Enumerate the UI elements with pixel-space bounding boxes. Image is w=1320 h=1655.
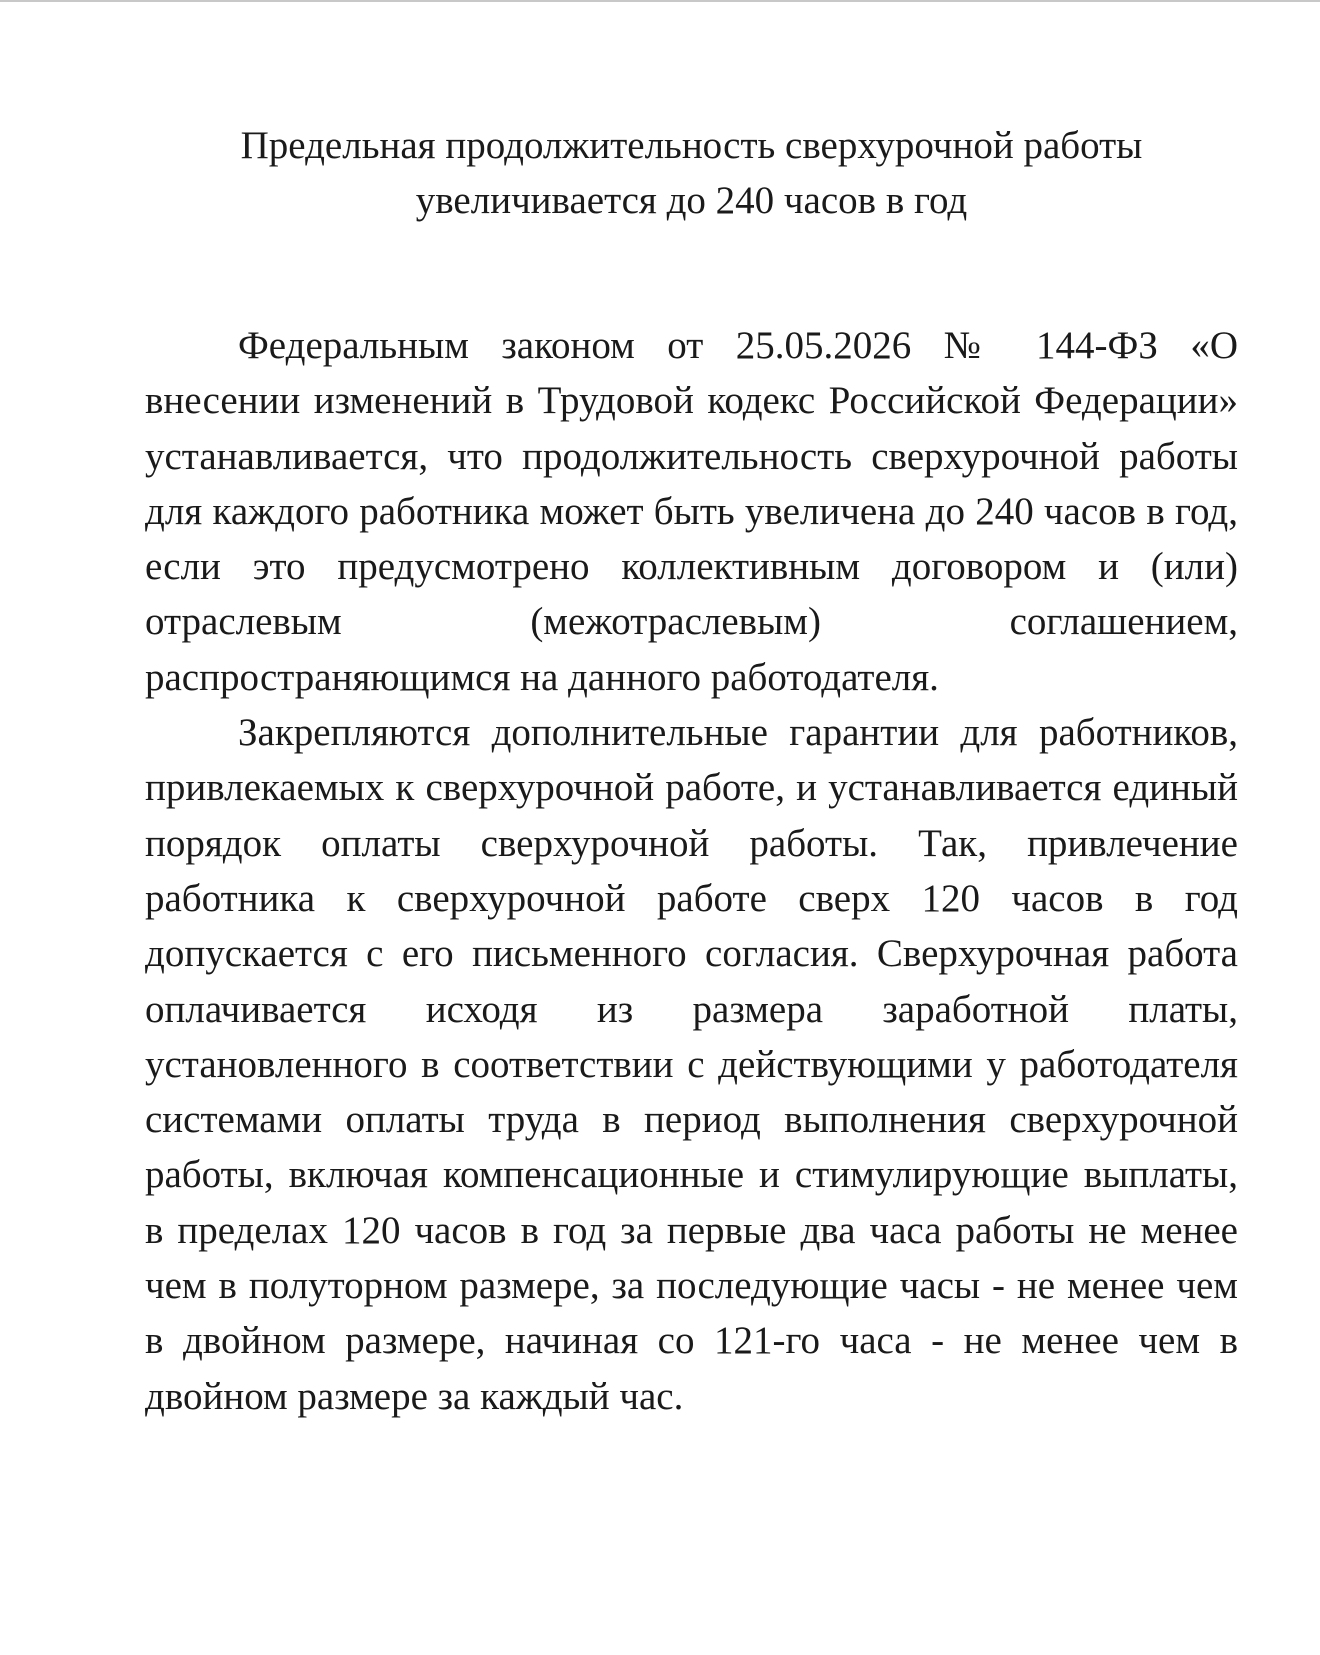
document-page [145,118,1238,1424]
document-title [145,118,1238,228]
paragraph-1: Федеральным законом от 25.05.2026 № 144-ФЗ «О внесении изменений в Трудовой кодекс Российской Федерации» устанавливается, что продолжительность сверхурочной работы для каждого работника может быть увеличена до 240 часов в год, если это предусмотрено коллективным договором и (или) отраслевым (межотраслевым) соглашением, распространяющимся на данного работодателя. [145,324,1238,699]
top-divider [0,0,1320,2]
document-body [145,318,1238,1424]
document-title-line-1: Предельная продолжительность сверхурочной работы [240,124,1143,167]
paragraph-2: Закрепляются дополнительные гарантии для работников, привлекаемых к сверхурочной работе, и устанавливается единый порядок оплаты сверхурочной работы. Так, привлечение работника к сверхурочной работе сверх 120 часов в год допускается с его письменного согласия. Сверхурочная работа оплачивается исходя из размера заработной платы, установленного в соответствии с действующими у работодателя системами оплаты труда в период выполнения сверхурочной работы, включая компенсационные и стимулирующие выплаты, в пределах 120 часов в год за первые два часа работы не менее чем в полуторном размере, за последующие часы - не менее чем в двойном размере, начиная со 121-го часа - не менее чем в двойном размере за каждый час. [145,711,1238,1418]
document-title-line-2: увеличивается до 240 часов в год [415,179,968,222]
